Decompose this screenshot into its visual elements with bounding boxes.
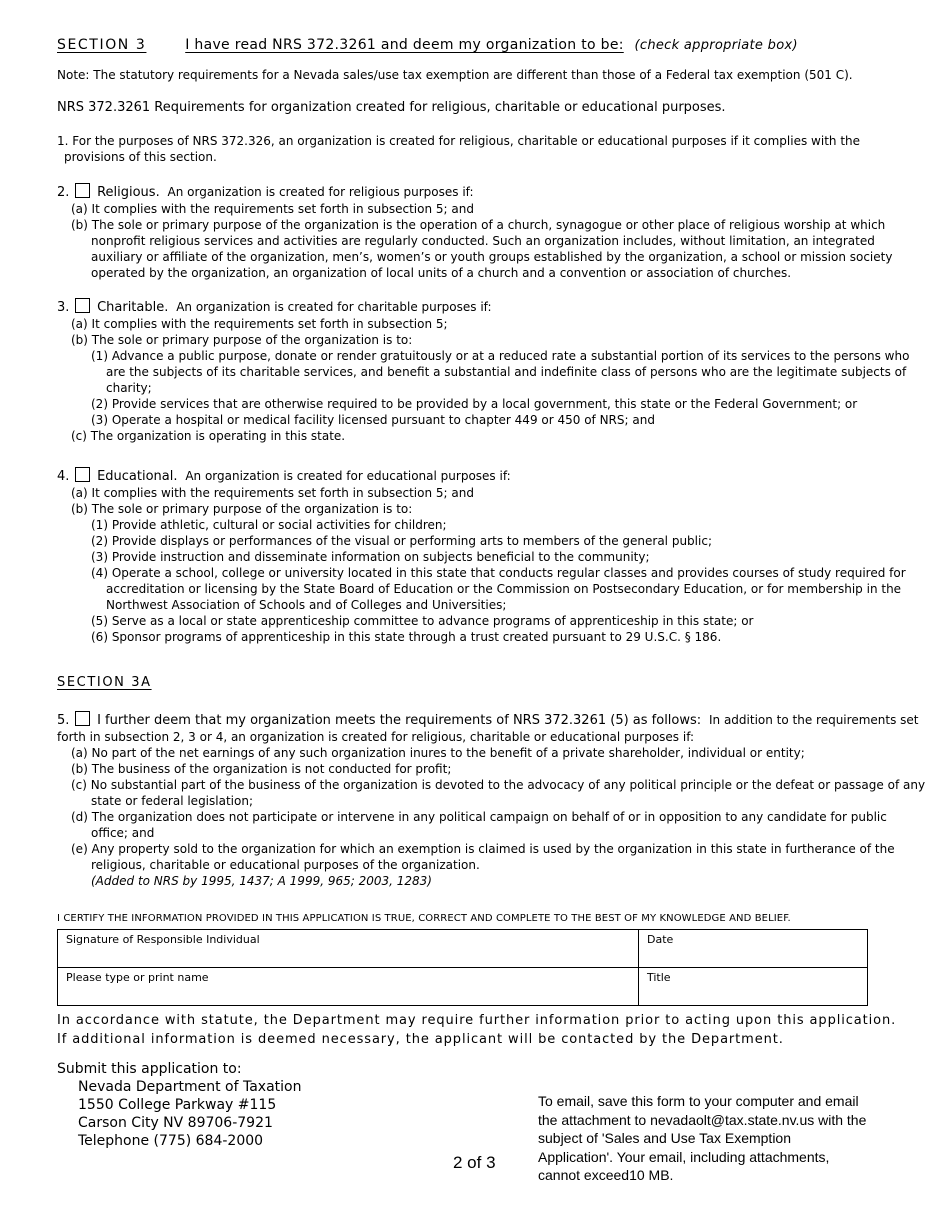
section-3a-d: (d) The organization does not participate or intervene in any political campaign on behalf of or in opposition to any candidate for public office; and xyxy=(71,810,887,840)
educational-b2: (2) Provide displays or performances of the visual or performing arts to members of the general public; xyxy=(91,534,712,548)
religious-number: 2. xyxy=(57,185,70,200)
submit-heading: Submit this application to: xyxy=(57,1061,242,1077)
statute-note-line-2: If additional information is deemed necessary, the applicant will be contacted by the Department. xyxy=(57,1032,784,1047)
submit-phone: Telephone (775) 684-2000 xyxy=(78,1133,264,1149)
section-3a-c: (c) No substantial part of the business of the organization is devoted to the advocacy of any political principle or the defeat or passage of any state or federal legislation; xyxy=(71,778,926,808)
date-field[interactable] xyxy=(639,930,868,968)
requirements-title: NRS 372.3261 Requirements for organization created for religious, charitable or educational purposes. xyxy=(57,100,726,115)
educational-b4: (4) Operate a school, college or university located in this state that conducts regular classes and provides courses of study required for accreditation or licensing by the State Board of Education or the Commission on Postsecondary Education, or for membership in the Northwest Association of Schools and of Colleges and Universities; xyxy=(91,566,906,612)
educational-b6: (6) Sponsor programs of apprenticeship in this state through a trust created pursuant to 29 U.S.C. § 186. xyxy=(91,630,722,644)
educational-block xyxy=(57,467,927,645)
item-1 xyxy=(57,133,927,165)
charitable-a: (a) It complies with the requirements set forth in subsection 5; xyxy=(71,317,448,331)
section-3-heading: I have read NRS 372.3261 and deem my organization to be: xyxy=(185,37,624,53)
title-field[interactable] xyxy=(639,968,868,1006)
charitable-block xyxy=(57,298,927,444)
educational-b3: (3) Provide instruction and disseminate information on subjects beneficial to the community; xyxy=(91,550,650,564)
signature-label: Signature of Responsible Individual xyxy=(66,933,260,946)
section-3a-lead: I further deem that my organization meets the requirements of NRS 372.3261 (5) as follows: xyxy=(97,713,702,728)
charitable-b2: (2) Provide services that are otherwise required to be provided by a local government, this state or the Federal Government; or xyxy=(91,397,858,411)
signature-table xyxy=(57,929,868,1006)
statute-note xyxy=(57,1011,937,1049)
submit-address xyxy=(57,1060,301,1150)
educational-b1: (1) Provide athletic, cultural or social activities for children; xyxy=(91,518,447,532)
section-3a-label: SECTION 3A xyxy=(57,675,152,690)
religious-intro: An organization is created for religious purposes if: xyxy=(167,185,474,199)
email-line-2: the attachment to nevadaolt@tax.state.nv.us with the xyxy=(538,1111,867,1128)
email-line-5: cannot exceed10 MB. xyxy=(538,1167,674,1183)
religious-b: (b) The sole or primary purpose of the organization is the operation of a church, synagogue or other place of religious worship at which nonprofit religious services and activities are regularly conducted. Such an organization includes, without limitation, an integrated auxiliary or affiliate of the organization, men’s, women’s or youth groups established by the organization, a school or mission society operated by the organization, an organization of local units of a church and a convention or association of churches. xyxy=(71,218,893,280)
charitable-b: (b) The sole or primary purpose of the organization is to: xyxy=(71,333,413,347)
religious-block xyxy=(57,183,927,281)
section-3a-checkbox[interactable] xyxy=(75,711,90,726)
religious-label: Religious. xyxy=(97,185,160,200)
signature-field[interactable] xyxy=(58,930,639,968)
section-3a-block xyxy=(57,711,927,889)
name-field[interactable] xyxy=(58,968,639,1006)
educational-label: Educational. xyxy=(97,469,178,484)
email-line-4: Application'. Your email, including attachments, xyxy=(538,1148,830,1165)
item-1-line-1: 1. For the purposes of NRS 372.326, an organization is created for religious, charitable or educational purposes if it complies with the xyxy=(57,134,861,148)
submit-org: Nevada Department of Taxation xyxy=(78,1079,302,1095)
educational-b5: (5) Serve as a local or state apprenticeship committee to advance programs of apprenticeship in this state; or xyxy=(91,614,754,628)
charitable-b1: (1) Advance a public purpose, donate or render gratuitously or at a reduced rate a substantial portion of its services to the persons who are the subjects of its charitable services, and benefit a substantial and indefinite class of persons who are the legitimate subjects of charity; xyxy=(91,349,910,395)
charitable-b3: (3) Operate a hospital or medical facility licensed pursuant to chapter 449 or 450 of NRS; and xyxy=(91,413,655,427)
charitable-label: Charitable. xyxy=(97,300,169,315)
email-line-1: To email, save this form to your computer and email xyxy=(538,1093,859,1109)
submit-street: 1550 College Parkway #115 xyxy=(78,1097,277,1113)
page-number: 2 of 3 xyxy=(453,1153,496,1172)
section-3a-a: (a) No part of the net earnings of any such organization inures to the benefit of a private shareholder, individual or entity; xyxy=(71,746,805,760)
email-instructions xyxy=(538,1092,928,1185)
charitable-c: (c) The organization is operating in this state. xyxy=(71,429,346,443)
section-3a-e: (e) Any property sold to the organization for which an exemption is claimed is used by the organization in this state in furtherance of the religious, charitable or educational purposes of the organization. xyxy=(71,842,895,872)
charitable-intro: An organization is created for charitable purposes if: xyxy=(176,300,492,314)
email-line-3: subject of 'Sales and Use Tax Exemption xyxy=(538,1130,791,1146)
certify-statement: I CERTIFY THE INFORMATION PROVIDED IN THIS APPLICATION IS TRUE, CORRECT AND COMPLETE TO THE BEST OF MY KNOWLEDGE AND BELIEF. xyxy=(57,913,791,924)
date-label: Date xyxy=(647,933,674,946)
section-3a-added: (Added to NRS by 1995, 1437; A 1999, 965; 2003, 1283) xyxy=(91,874,432,888)
section-3a-intro: In addition to the requirements set forth in subsection 2, 3 or 4, an organization is created for religious, charitable or educational purposes if: xyxy=(57,713,919,744)
educational-a: (a) It complies with the requirements set forth in subsection 5; and xyxy=(71,486,474,500)
section-3a-number: 5. xyxy=(57,713,70,728)
religious-checkbox[interactable] xyxy=(75,183,90,198)
item-1-line-2: provisions of this section. xyxy=(64,150,217,164)
charitable-checkbox[interactable] xyxy=(75,298,90,313)
title-label: Title xyxy=(647,971,671,984)
section-3a-b: (b) The business of the organization is not conducted for profit; xyxy=(71,762,452,776)
submit-city: Carson City NV 89706-7921 xyxy=(78,1115,273,1131)
educational-intro: An organization is created for educational purposes if: xyxy=(185,469,511,483)
section-3a-header xyxy=(57,671,152,690)
section-3-heading-note: (check appropriate box) xyxy=(634,38,798,53)
section-3-header xyxy=(57,37,798,53)
charitable-number: 3. xyxy=(57,300,70,315)
educational-number: 4. xyxy=(57,469,70,484)
name-label: Please type or print name xyxy=(66,971,209,984)
exemption-note: Note: The statutory requirements for a Nevada sales/use tax exemption are different than those of a Federal tax exemption (501 C). xyxy=(57,68,853,82)
religious-a: (a) It complies with the requirements set forth in subsection 5; and xyxy=(71,202,474,216)
educational-b: (b) The sole or primary purpose of the organization is to: xyxy=(71,502,413,516)
educational-checkbox[interactable] xyxy=(75,467,90,482)
statute-note-line-1: In accordance with statute, the Department may require further information prior to acting upon this application. xyxy=(57,1013,897,1028)
section-3-label: SECTION 3 xyxy=(57,37,147,53)
